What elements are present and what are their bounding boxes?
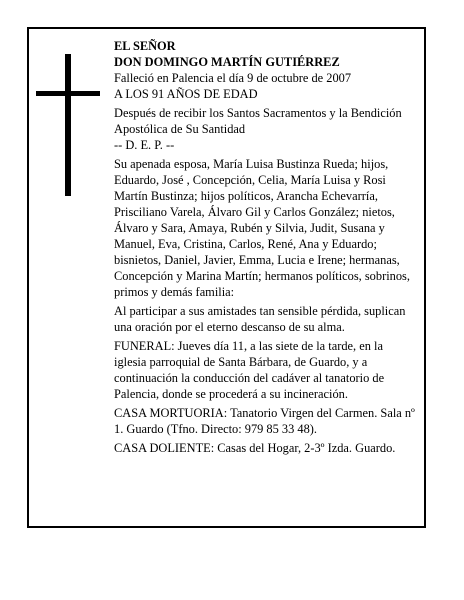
family: Su apenada esposa, María Luisa Bustinza Rueda; hijos, Eduardo, José , Concepción, Celia, María Luisa y Rosi Martín Bustinza; hijos políticos, Arancha Echevarría, Prisciliano Varela, Álvaro Gil y Carlos González; nietos, Álvaro y Sara, Amaya, Rubén y Silvia, Judit, Susana y Manuel, Eva, Cristina, Carlos, René, Ana y Eduardo; bisnietos, Daniel, Javier, Emma, Lucia e Irene; hermanas, Concepción y Marina Martín; hermanos políticos, sobrinos, primos y demás familia: bbox=[114, 157, 410, 299]
mourning-house: CASA DOLIENTE: Casas del Hogar, 2-3º Izda. Guardo. bbox=[114, 441, 396, 455]
rip: -- D. E. P. -- bbox=[114, 138, 175, 152]
death-date: Falleció en Palencia el día 9 de octubre de 2007 bbox=[114, 71, 352, 85]
deceased-name: DON DOMINGO MARTÍN GUTIÉRREZ bbox=[114, 55, 340, 69]
age: A LOS 91 AÑOS DE EDAD bbox=[114, 87, 258, 101]
mortuary: CASA MORTUORIA: Tanatorio Virgen del Carmen. Sala nº 1. Guardo (Tfno. Directo: 979 85 33 48). bbox=[114, 406, 415, 436]
cross-icon-bar bbox=[36, 91, 100, 96]
cross-icon bbox=[65, 54, 71, 196]
title-line1: EL SEÑOR bbox=[114, 39, 176, 53]
request: Al participar a sus amistades tan sensible pérdida, suplican una oración por el eterno descanso de su alma. bbox=[114, 304, 406, 334]
funeral: FUNERAL: Jueves día 11, a las siete de la tarde, en la iglesia parroquial de Santa Bárbara, de Guardo, y a continuación la conducción del cadáver al tanatorio de Palencia, donde se procederá a su incineración. bbox=[114, 339, 385, 401]
sacraments: Después de recibir los Santos Sacramentos y la Bendición Apostólica de Su Santidad bbox=[114, 106, 402, 136]
obituary-text bbox=[114, 38, 416, 459]
